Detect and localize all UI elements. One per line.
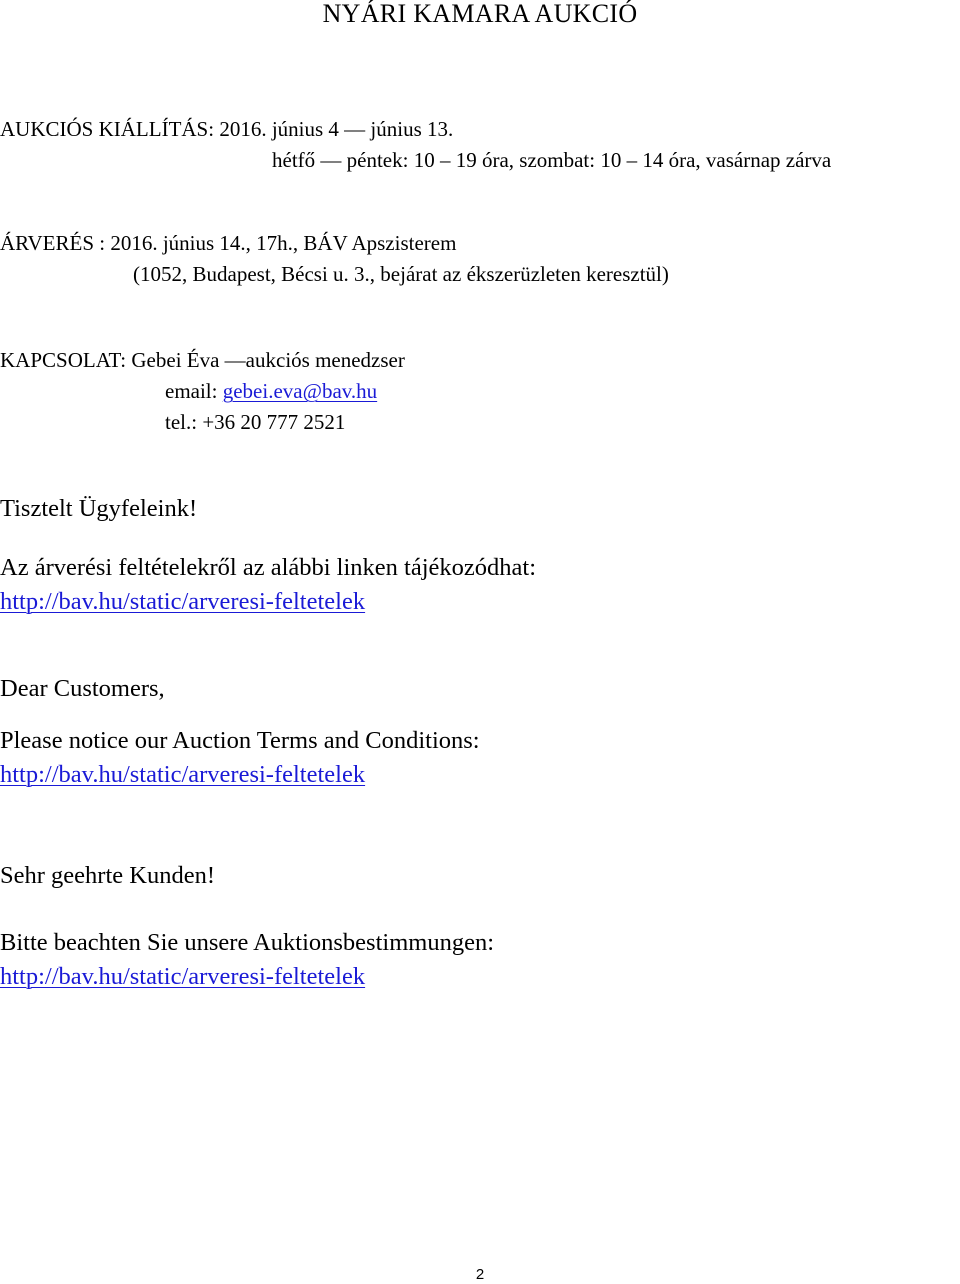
contact-person: KAPCSOLAT: Gebei Éva —aukciós menedzser: [0, 348, 405, 372]
contact-email-link[interactable]: gebei.eva@bav.hu: [222, 379, 378, 403]
german-notice: Bitte beachten Sie unsere Auktionsbestimmungen:: [0, 929, 494, 956]
english-greeting: Dear Customers,: [0, 675, 165, 702]
exhibition-dates: AUKCIÓS KIÁLLÍTÁS: 2016. június 4 — június 13.: [0, 117, 454, 141]
english-notice: Please notice our Auction Terms and Conditions:: [0, 727, 480, 754]
german-terms-link[interactable]: http://bav.hu/static/arveresi-feltetelek: [0, 963, 366, 990]
german-greeting: Sehr geehrte Kunden!: [0, 862, 215, 889]
page-number: 2: [475, 1266, 485, 1283]
contact-phone: tel.: +36 20 777 2521: [165, 410, 346, 434]
hungarian-terms-link[interactable]: http://bav.hu/static/arveresi-feltetelek: [0, 588, 366, 615]
hungarian-greeting: Tisztelt Ügyfeleink!: [0, 495, 198, 522]
english-terms-link[interactable]: http://bav.hu/static/arveresi-feltetelek: [0, 761, 366, 788]
exhibition-hours: hétfő — péntek: 10 – 19 óra, szombat: 10 – 14 óra, vasárnap zárva: [272, 148, 832, 172]
hungarian-notice: Az árverési feltételekről az alábbi linken tájékozódhat:: [0, 554, 537, 581]
auction-date-venue: ÁRVERÉS : 2016. június 14., 17h., BÁV Apszisterem: [0, 231, 457, 255]
auction-address: (1052, Budapest, Bécsi u. 3., bejárat az ékszerüzleten keresztül): [133, 262, 669, 286]
contact-email-row: [165, 379, 377, 404]
document-title: NYÁRI KAMARA AUKCIÓ: [322, 0, 638, 28]
contact-email-label: email:: [165, 379, 223, 403]
